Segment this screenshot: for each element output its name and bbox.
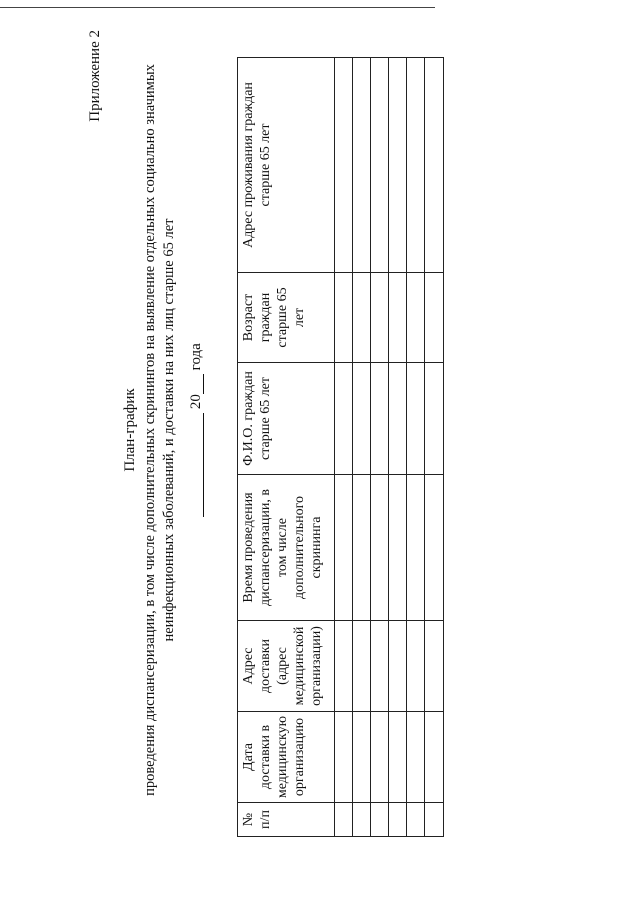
table-cell — [407, 803, 425, 837]
table-body — [335, 58, 444, 837]
table-cell — [353, 363, 371, 475]
column-header-age: Возраст граждан старше 65 лет — [238, 273, 335, 363]
table-cell — [371, 273, 389, 363]
table-cell — [371, 803, 389, 837]
table-cell — [389, 273, 407, 363]
subtitle-line-2: неинфекционных заболеваний, и доставки на них лиц старше 65 лет — [161, 218, 177, 642]
year-blank-long — [188, 413, 204, 517]
table-cell — [407, 273, 425, 363]
year-word: года — [188, 343, 204, 371]
table-cell — [353, 803, 371, 837]
table-cell — [425, 58, 444, 273]
column-header-number: № п/п — [238, 803, 335, 837]
appendix-label: Приложение 2 — [87, 30, 103, 122]
table-cell — [353, 475, 371, 621]
column-header-exam-time: Время проведения диспансеризации, в том числе дополнительного скрининга — [238, 475, 335, 621]
table-row — [371, 58, 389, 837]
table-cell — [353, 621, 371, 712]
table-row — [407, 58, 425, 837]
table-row — [335, 58, 353, 837]
table-cell — [425, 273, 444, 363]
column-header-delivery-date: Дата доставки в медицинскую организацию — [238, 712, 335, 803]
table-cell — [407, 58, 425, 273]
table-cell — [389, 803, 407, 837]
table-cell — [425, 803, 444, 837]
table-cell — [335, 712, 353, 803]
table-cell — [407, 475, 425, 621]
table-cell — [389, 58, 407, 273]
table-cell — [335, 621, 353, 712]
table-cell — [371, 712, 389, 803]
table-row — [353, 58, 371, 837]
column-header-home-address: Адрес проживания граждан старше 65 лет — [238, 58, 335, 273]
table-cell — [425, 712, 444, 803]
column-header-full-name: Ф.И.О. граждан старше 65 лет — [238, 363, 335, 475]
table-cell — [389, 712, 407, 803]
table-cell — [425, 621, 444, 712]
table-cell — [335, 803, 353, 837]
table-row — [425, 58, 444, 837]
table-cell — [425, 475, 444, 621]
table-cell — [353, 273, 371, 363]
table-cell — [389, 475, 407, 621]
year-number: 20 — [188, 394, 204, 410]
page-bottom-rule — [0, 7, 435, 8]
year-line — [188, 0, 204, 860]
table-cell — [371, 58, 389, 273]
document-title: План-график — [122, 388, 138, 472]
subtitle-line-1: проведения диспансеризации, в том числе дополнительных скринингов на выявление отдельных социально значимых — [142, 64, 158, 796]
table-cell — [335, 273, 353, 363]
column-header-delivery-address: Адрес доставки (адрес медицинской организации) — [238, 621, 335, 712]
table-cell — [389, 363, 407, 475]
table-cell — [389, 621, 407, 712]
table-cell — [407, 363, 425, 475]
table-cell — [407, 712, 425, 803]
table-cell — [371, 621, 389, 712]
document-subtitle — [141, 0, 179, 860]
table-cell — [407, 621, 425, 712]
table-cell — [371, 363, 389, 475]
table-cell — [353, 712, 371, 803]
table-header-row — [238, 58, 335, 837]
plan-table — [237, 57, 444, 837]
table-cell — [335, 58, 353, 273]
table-cell — [353, 58, 371, 273]
year-blank-short — [188, 374, 204, 394]
table-cell — [335, 475, 353, 621]
table-cell — [425, 363, 444, 475]
table-cell — [371, 475, 389, 621]
table-cell — [335, 363, 353, 475]
table-row — [389, 58, 407, 837]
